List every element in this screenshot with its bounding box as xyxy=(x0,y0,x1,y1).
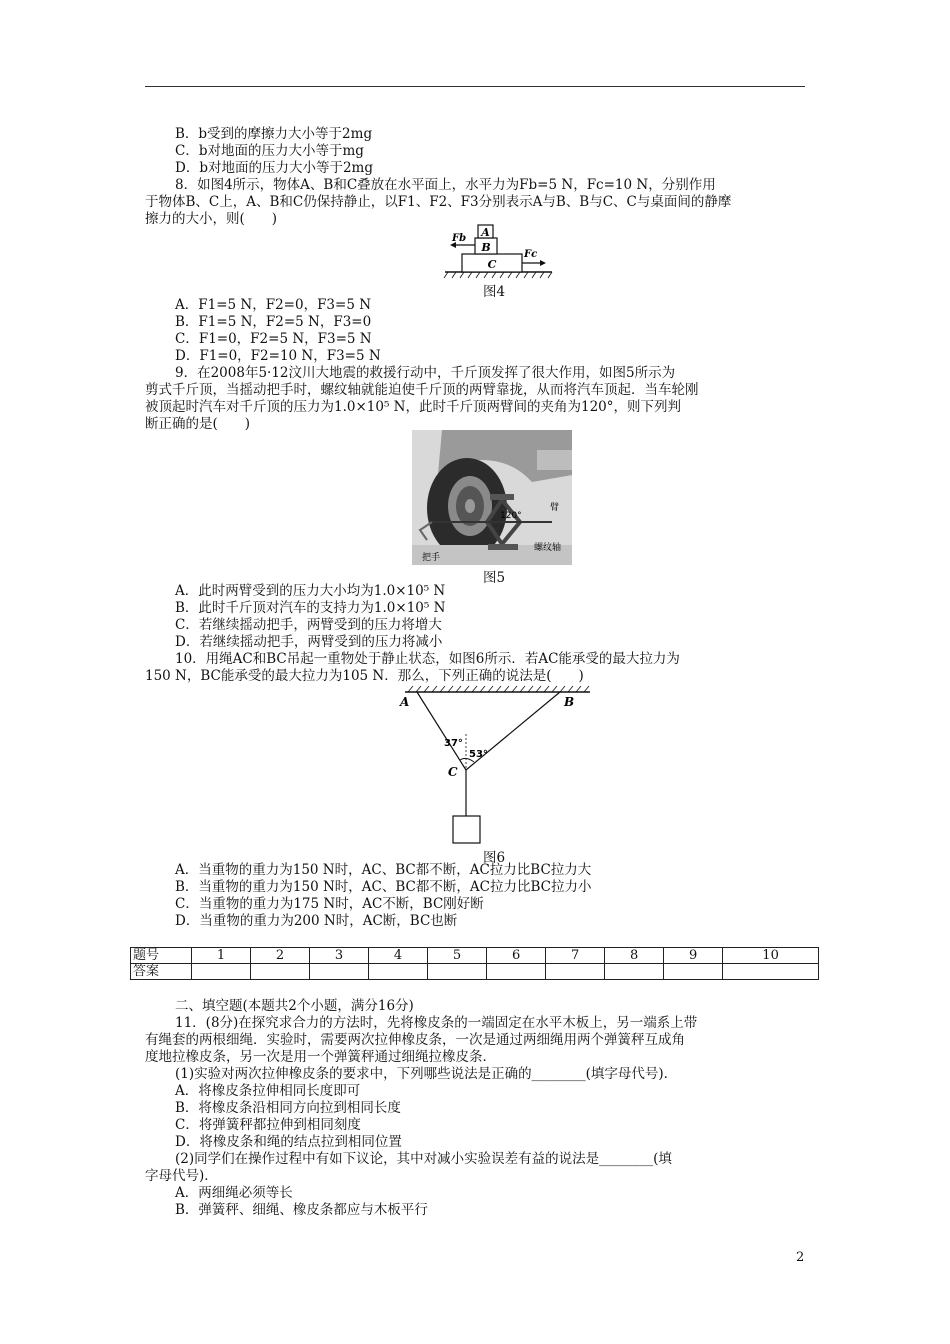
q11-part2-option-a: A．两细绳必须等长 xyxy=(175,1185,293,1201)
q8-option-d: D．F1=0，F2=10 N，F3=5 N xyxy=(175,348,381,364)
table-cell-number: 3 xyxy=(310,948,369,964)
q9-option-d: D．若继续摇动把手，两臂受到的压力将减小 xyxy=(175,634,443,650)
weight-box xyxy=(453,816,480,843)
q7-option-b: B．b受到的摩擦力大小等于2mg xyxy=(175,126,373,142)
q9-stem-line3: 被顶起时汽车对千斤顶的压力为1.0×10⁵ N，此时千斤顶两臂间的夹角为120°，则下列判 xyxy=(145,399,681,415)
q11-stem-line3: 度地拉橡皮条，另一次是用一个弹簧秤通过细绳拉橡皮条． xyxy=(145,1049,496,1065)
q9-stem-line2: 剪式千斤顶，当摇动把手时，螺纹轴就能迫使千斤顶的两臂靠拢，从而将汽车顶起．当车轮刚 xyxy=(145,382,699,398)
label-angle-37: 37° xyxy=(444,738,463,749)
q8-stem-line2: 于物体B、C上，A、B和C仍保持静止，以F1、F2、F3分别表示A与B、B与C、C与桌面间的静摩 xyxy=(145,194,732,210)
table-cell-number: 6 xyxy=(487,948,546,964)
q9-stem-line1: 9．在2008年5·12汶川大地震的救援行动中，千斤顶发挥了很大作用，如图5所示为 xyxy=(175,365,676,381)
figure-5-photo xyxy=(412,430,572,565)
figure-4 xyxy=(440,224,555,280)
figure-6 xyxy=(390,684,600,846)
answer-cell[interactable] xyxy=(428,964,487,980)
label-fb: Fb xyxy=(452,233,467,244)
table-header-answer: 答案 xyxy=(131,964,192,980)
q11-part1: (1)实验对两次拉伸橡皮条的要求中，下列哪些说法是正确的________(填字母代号)． xyxy=(175,1066,678,1082)
q8-option-a: A．F1=5 N，F2=0，F3=5 N xyxy=(175,297,372,313)
q11-stem-line1: 11．(8分)在探究求合力的方法时，先将橡皮条的一端固定在水平木板上，另一端系上带 xyxy=(175,1015,698,1031)
figure-4-caption: 图4 xyxy=(482,284,506,300)
header-rule xyxy=(145,86,805,87)
table-cell-number: 8 xyxy=(605,948,664,964)
section2-heading: 二、填空题(本题共2个小题，满分16分) xyxy=(175,998,414,1014)
answer-cell[interactable] xyxy=(664,964,723,980)
q10-stem-line2: 150 N，BC能承受的最大拉力为105 N．那么，下列正确的说法是( ) xyxy=(145,668,584,684)
label-b: B xyxy=(481,241,491,254)
answer-cell[interactable] xyxy=(487,964,546,980)
answer-cell[interactable] xyxy=(723,964,819,980)
page-number: 2 xyxy=(796,1250,805,1265)
table-header-number: 题号 xyxy=(131,948,192,964)
label-a: A xyxy=(400,695,410,709)
q11-part2-option-b: B．弹簧秤、细绳、橡皮条都应与木板平行 xyxy=(175,1202,428,1218)
q11-stem-line2: 有绳套的两根细绳．实验时，需要两次拉伸橡皮条，一次是通过两细绳用两个弹簧秤互成角 xyxy=(145,1032,685,1048)
table-cell-number: 7 xyxy=(546,948,605,964)
table-row-numbers xyxy=(131,948,819,964)
label-arm: 臂 xyxy=(550,503,560,513)
label-angle-53: 53° xyxy=(469,749,488,760)
answer-cell[interactable] xyxy=(192,964,251,980)
table-cell-number: 2 xyxy=(251,948,310,964)
q9-option-c: C．若继续摇动把手，两臂受到的压力将增大 xyxy=(175,617,442,633)
answer-cell[interactable] xyxy=(310,964,369,980)
answer-cell[interactable] xyxy=(369,964,428,980)
answer-cell[interactable] xyxy=(251,964,310,980)
q7-option-c: C．b对地面的压力大小等于mg xyxy=(175,143,364,159)
label-b: B xyxy=(564,695,575,709)
q10-option-c: C．当重物的重力为175 N时，AC不断，BC刚好断 xyxy=(175,896,484,912)
q11-part1-option-b: B．将橡皮条沿相同方向拉到相同长度 xyxy=(175,1100,401,1116)
table-row-answers xyxy=(131,964,819,980)
q11-part2-line2: 字母代号)． xyxy=(145,1168,218,1184)
answer-table xyxy=(130,947,819,980)
q9-option-a: A．此时两臂受到的压力大小均为1.0×10⁵ N xyxy=(175,583,446,599)
label-angle-120: 120° xyxy=(500,511,522,521)
q8-stem-line3: 擦力的大小，则( ) xyxy=(145,211,278,227)
q10-option-d: D．当重物的重力为200 N时，AC断，BC也断 xyxy=(175,913,458,929)
table-cell-number: 5 xyxy=(428,948,487,964)
q8-option-c: C．F1=0，F2=5 N，F3=5 N xyxy=(175,331,372,347)
q8-option-b: B．F1=5 N，F2=5 N，F3=0 xyxy=(175,314,372,330)
q9-option-b: B．此时千斤顶对汽车的支持力为1.0×10⁵ N xyxy=(175,600,446,616)
answer-cell[interactable] xyxy=(605,964,664,980)
label-screw: 螺纹轴 xyxy=(534,543,562,553)
label-c: C xyxy=(487,258,497,271)
table-cell-number: 1 xyxy=(192,948,251,964)
rope-ac xyxy=(417,692,466,770)
label-a: A xyxy=(481,226,490,239)
q8-stem-line1: 8．如图4所示，物体A、B和C叠放在水平面上，水平力为Fb=5 N，Fc=10 N，分别作用 xyxy=(175,177,716,193)
table-cell-number: 10 xyxy=(723,948,819,964)
figure-6-caption: 图6 xyxy=(482,850,506,866)
q11-part1-option-a: A．将橡皮条拉伸相同长度即可 xyxy=(175,1083,361,1099)
q9-stem-line4: 断正确的是( ) xyxy=(145,416,251,432)
q11-part2-line1: (2)同学们在操作过程中有如下议论，其中对减小实验误差有益的说法是________(填 xyxy=(175,1151,672,1167)
q10-option-a: A．当重物的重力为150 N时，AC、BC都不断，AC拉力比BC拉力大 xyxy=(175,862,592,878)
q11-part1-option-d: D．将橡皮条和绳的结点拉到相同位置 xyxy=(175,1134,402,1150)
answer-cell[interactable] xyxy=(546,964,605,980)
q11-part1-option-c: C．将弹簧秤都拉伸到相同刻度 xyxy=(175,1117,361,1133)
label-fc: Fc xyxy=(524,249,538,260)
table-cell-number: 9 xyxy=(664,948,723,964)
q10-option-b: B．当重物的重力为150 N时，AC、BC都不断，AC拉力比BC拉力小 xyxy=(175,879,592,895)
figure-5-caption: 图5 xyxy=(482,570,506,586)
label-c: C xyxy=(448,765,458,779)
q10-stem-line1: 10．用绳AC和BC吊起一重物处于静止状态，如图6所示．若AC能承受的最大拉力为 xyxy=(175,651,680,667)
table-cell-number: 4 xyxy=(369,948,428,964)
q7-option-d: D．b对地面的压力大小等于2mg xyxy=(175,160,373,176)
label-handle: 把手 xyxy=(422,553,441,563)
